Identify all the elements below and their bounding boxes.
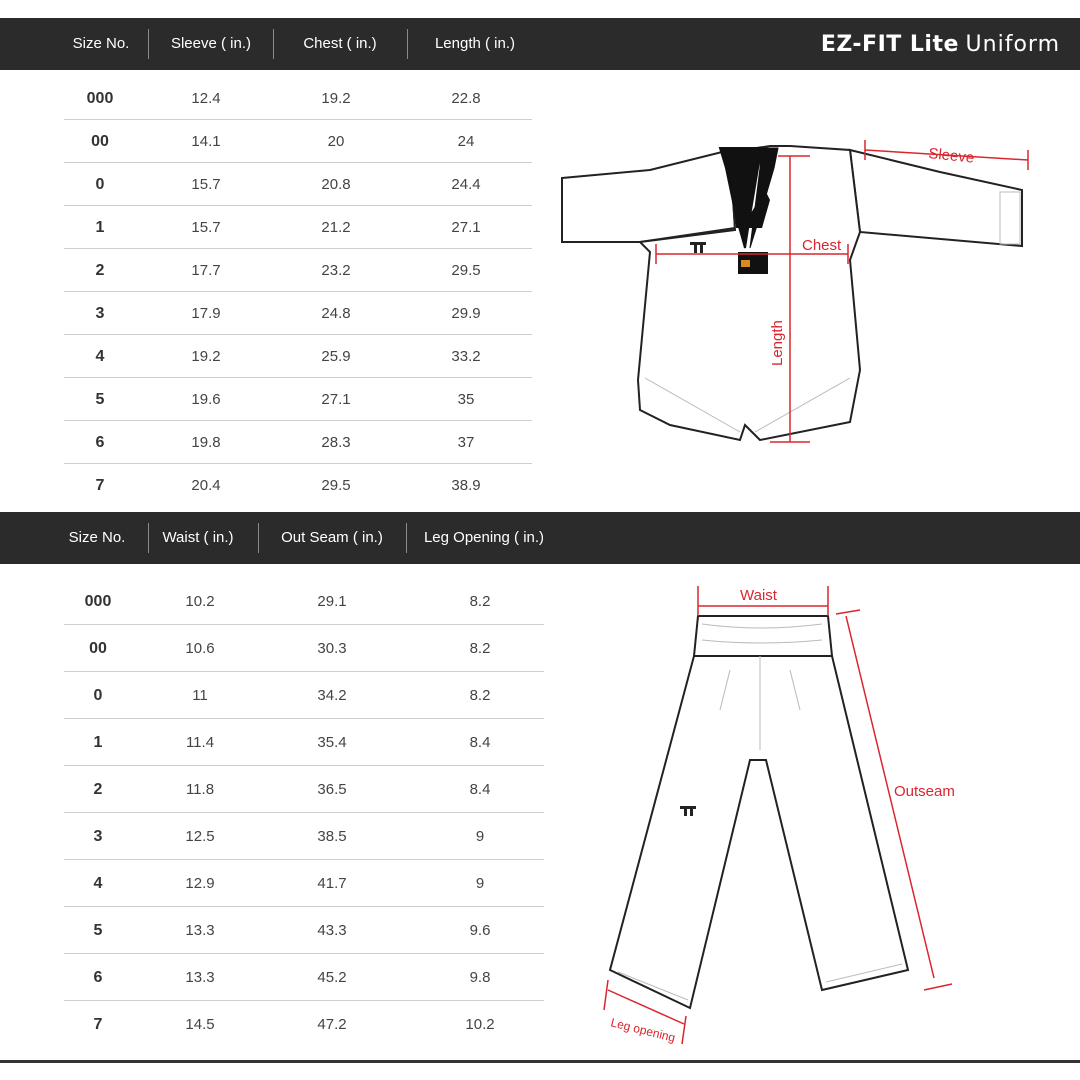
table-row — [64, 421, 532, 464]
jacket-diagram — [560, 120, 1070, 460]
measure-cell: 24 — [457, 133, 475, 150]
table-row — [64, 77, 532, 120]
measure-cell: 11 — [192, 687, 208, 704]
measure-cell: 12.9 — [185, 875, 215, 892]
size-cell: 4 — [93, 874, 103, 892]
measure-cell: 10.2 — [465, 1016, 495, 1033]
size-cell: 7 — [95, 476, 105, 494]
measure-cell: 12.4 — [191, 90, 221, 107]
sleeve-label: Sleeve — [927, 145, 975, 167]
table-row — [64, 335, 532, 378]
measure-cell: 12.5 — [185, 828, 215, 845]
measure-cell: 20.8 — [321, 176, 351, 193]
measure-cell: 24.8 — [321, 305, 351, 322]
header-leg-opening: Leg Opening ( in.) — [423, 529, 545, 546]
leg-opening-label: Leg opening — [609, 1015, 677, 1045]
measure-cell: 30.3 — [317, 640, 347, 657]
size-cell: 1 — [93, 733, 103, 751]
measure-cell: 13.3 — [185, 922, 215, 939]
table-row — [64, 954, 544, 1001]
size-cell: 00 — [91, 132, 109, 150]
right-sleeve-outline — [850, 150, 1022, 246]
measure-cell: 36.5 — [317, 781, 347, 798]
header-size-no: Size No. — [72, 35, 130, 52]
header-separator — [406, 523, 407, 553]
measure-cell: 23.2 — [321, 262, 351, 279]
table-row — [64, 206, 532, 249]
table-row — [64, 163, 532, 206]
measure-cell: 9 — [475, 875, 485, 892]
table-row — [64, 625, 544, 672]
measure-cell: 20 — [327, 133, 345, 150]
measure-cell: 38.5 — [317, 828, 347, 845]
header-separator — [407, 29, 408, 59]
size-cell: 00 — [89, 639, 107, 657]
measure-cell: 29.1 — [317, 593, 347, 610]
measure-cell: 27.1 — [321, 391, 351, 408]
size-cell: 0 — [95, 175, 105, 193]
measure-cell: 29.5 — [451, 262, 481, 279]
measure-cell: 9.8 — [469, 969, 491, 986]
length-label: Length — [769, 320, 786, 366]
size-cell: 0 — [93, 686, 103, 704]
table-row — [64, 766, 544, 813]
measure-cell: 34.2 — [317, 687, 347, 704]
table-row — [64, 813, 544, 860]
measure-cell: 9 — [475, 828, 485, 845]
measure-cell: 29.9 — [451, 305, 481, 322]
size-cell: 000 — [86, 89, 114, 107]
measure-cell: 14.1 — [191, 133, 221, 150]
measure-cell: 41.7 — [317, 875, 347, 892]
measure-cell: 27.1 — [451, 219, 481, 236]
header-separator — [148, 29, 149, 59]
measure-cell: 17.9 — [191, 305, 221, 322]
header-length: Length ( in.) — [434, 35, 516, 52]
size-cell: 7 — [93, 1015, 103, 1033]
measure-cell: 15.7 — [191, 219, 221, 236]
measure-cell: 17.7 — [191, 262, 221, 279]
header-chest: Chest ( in.) — [303, 35, 377, 52]
table-row — [64, 719, 544, 766]
measure-cell: 13.3 — [185, 969, 215, 986]
measure-cell: 11.8 — [185, 781, 215, 798]
header-out-seam: Out Seam ( in.) — [281, 529, 383, 546]
size-cell: 3 — [93, 827, 103, 845]
size-cell: 4 — [95, 347, 105, 365]
waistband-outline — [694, 616, 832, 656]
size-cell: 3 — [95, 304, 105, 322]
header-separator — [273, 29, 274, 59]
measure-cell: 22.8 — [451, 90, 481, 107]
size-cell: 6 — [93, 968, 103, 986]
measure-cell: 15.7 — [191, 176, 221, 193]
pants-diagram — [590, 580, 990, 1050]
measure-cell: 8.2 — [469, 640, 491, 657]
table-row — [64, 249, 532, 292]
measure-cell: 33.2 — [451, 348, 481, 365]
size-cell: 2 — [95, 261, 105, 279]
brand-title — [821, 18, 1060, 70]
header-size-no: Size No. — [68, 529, 126, 546]
table-row — [64, 578, 544, 625]
chest-label: Chest — [802, 237, 842, 254]
waist-label: Waist — [740, 587, 777, 604]
measure-cell: 10.2 — [185, 593, 215, 610]
measure-cell: 28.3 — [321, 434, 351, 451]
measure-cell: 19.2 — [191, 348, 221, 365]
measure-cell: 20.4 — [191, 477, 221, 494]
measure-cell: 8.2 — [469, 593, 491, 610]
measure-cell: 8.4 — [469, 781, 491, 798]
measure-cell: 24.4 — [451, 176, 481, 193]
measure-cell: 38.9 — [451, 477, 481, 494]
measure-cell: 8.4 — [469, 734, 491, 751]
measure-cell: 35.4 — [317, 734, 347, 751]
table-row — [64, 672, 544, 719]
measure-cell: 19.8 — [191, 434, 221, 451]
brand-title-bold: EZ-FIT Lite — [820, 32, 959, 57]
table-row — [64, 120, 532, 163]
left-sleeve-outline — [562, 150, 735, 242]
measure-cell: 9.6 — [469, 922, 491, 939]
measure-cell: 14.5 — [185, 1016, 215, 1033]
size-cell: 000 — [84, 592, 112, 610]
bottom-rule — [0, 1060, 1080, 1063]
measure-cell: 43.3 — [317, 922, 347, 939]
brand-title-light: Uniform — [965, 32, 1060, 57]
measure-cell: 47.2 — [317, 1016, 347, 1033]
table-row — [64, 464, 532, 507]
measure-cell: 10.6 — [185, 640, 215, 657]
header-waist: Waist ( in.) — [162, 529, 234, 546]
size-cell: 1 — [95, 218, 105, 236]
measure-cell: 11.4 — [185, 734, 215, 751]
header-separator — [258, 523, 259, 553]
measure-cell: 19.6 — [191, 391, 221, 408]
measure-cell: 35 — [457, 391, 475, 408]
measure-cell: 29.5 — [321, 477, 351, 494]
measure-cell: 21.2 — [321, 219, 351, 236]
size-cell: 5 — [93, 921, 103, 939]
table-row — [64, 292, 532, 335]
size-cell: 6 — [95, 433, 105, 451]
pants-header-bar — [0, 512, 1080, 564]
outseam-label: Outseam — [894, 783, 955, 800]
jacket-tag-logo — [741, 260, 750, 267]
measure-cell: 8.2 — [469, 687, 491, 704]
table-row — [64, 907, 544, 954]
table-row — [64, 378, 532, 421]
pants-outline — [610, 656, 908, 1008]
size-cell: 5 — [95, 390, 105, 408]
header-separator — [148, 523, 149, 553]
measure-cell: 25.9 — [321, 348, 351, 365]
measure-cell: 37 — [457, 434, 475, 451]
table-row — [64, 1001, 544, 1048]
header-sleeve: Sleeve ( in.) — [170, 35, 252, 52]
measure-cell: 19.2 — [321, 90, 351, 107]
jacket-header-bar — [0, 18, 1080, 70]
size-cell: 2 — [93, 780, 103, 798]
measure-cell: 45.2 — [317, 969, 347, 986]
table-row — [64, 860, 544, 907]
